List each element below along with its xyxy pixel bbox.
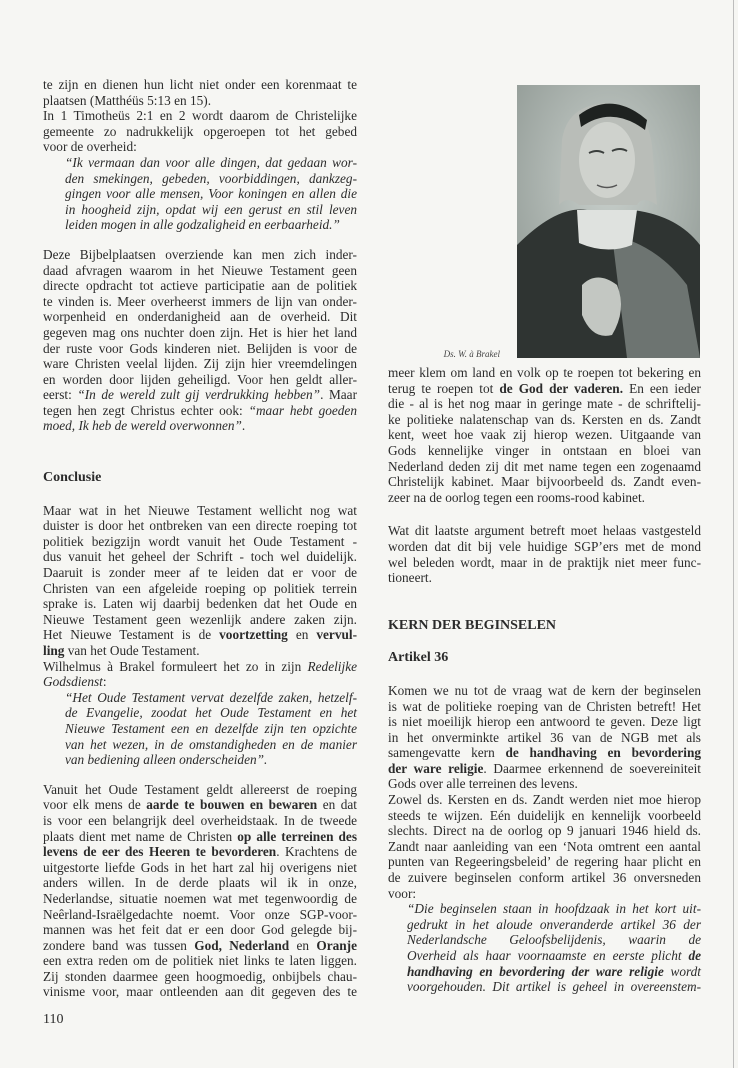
bold-text: handhaving en bevordering der ware religie [407,963,664,979]
left-column [43,77,357,1000]
text-line: gingen voor alle mensen, Voor koningen en allen die [65,186,357,202]
paragraph [388,523,701,585]
text-line: Maar wat in het Nieuwe Testament wellicht nog wat [43,502,357,518]
text-run: van het Oude Testament. [64,643,200,658]
text-line: steeds te wijzen. Eén duidelijk en kennelijk voorbeeld [388,807,701,823]
text-run: : [102,674,107,690]
text-line: in hoogheid zijn, opdat wij een gerust en stil leven [65,201,357,217]
text-run: zondere band was tussen [43,937,195,953]
text-line: van het wezen, in de omstandigheden en de manier [65,736,357,752]
bold-text: op alle terreinen des [237,828,358,844]
text-line: leiden mogen in alle godzaligheid en eerbaarheid.” [65,217,340,233]
text-line [43,643,357,659]
paragraph [43,108,357,155]
text-line [43,844,357,860]
text-run: En een ieder [623,380,701,396]
text-line: zeer na de oorlog tegen een rooms-rood kabinet. [388,489,645,505]
text-line: Vanuit het Oude Testament geldt allereerst de roeping [43,781,357,797]
text-line [388,761,701,777]
bold-text: der ware religie [388,760,484,776]
text-line: “Het Oude Testament vervat dezelfde zaken, hetzelf- [65,689,357,705]
text-line: Nieuwe Testament geen wezenlijk andere zaken zijn. [43,611,357,627]
italic-text: moed, Ik heb de wereld overwonnen” [43,418,242,434]
text-line: directe opdracht tot actieve participatie aan de politiek [43,278,357,294]
bold-text: Oranje [316,937,358,953]
section-heading: Conclusie [43,470,102,486]
text-line [43,627,357,643]
text-line: dus vanuit het geheel der Schrift - toch wel duidelijk. [43,549,357,565]
text-line: gegeven mag ons nuchter doen zijn. Het is hier het land [43,324,357,340]
text-line [43,797,357,813]
paragraph [43,247,357,434]
text-run: Het Nieuwe Testament is de [43,627,220,643]
text-line [43,659,357,675]
text-line [43,674,357,690]
text-line [388,745,701,761]
scan-edge-line [733,0,734,1068]
text-run: samengevatte kern [388,745,506,761]
text-run: . Maar [320,387,357,403]
text-line: mannen was het feit dat er een door God gelegde bij- [43,922,357,938]
text-line: de zuivere beginselen conform artikel 36 onversneden [388,870,701,886]
text-line: Zij stonden daarmee geen hoogmoedig, onbijbels chau- [43,968,357,984]
paragraph [43,782,357,1000]
text-line: Nieuwe Testament een en dezelfde zijn ten opzichte [65,720,357,736]
text-line: “Ik vermaan dan voor alle dingen, dat gedaan wor- [65,154,357,170]
bold-text: ling [43,643,65,658]
text-line: “Die beginselen staan in hoofdzaak in het kort uit- [407,901,701,917]
text-line: gemeente zo nadrukkelijk opgeroepen tot het gebed [43,123,357,139]
text-line: ke politieke nalatenschap van ds. Kersten en ds. Zandt [388,411,701,427]
text-line: Gods kennelijke vinger in ontstaan en bloei van [388,442,701,458]
text-line: Nederlandsche Geloofsbelijdenis, waarin de [407,932,701,948]
block-quote [65,690,357,768]
portrait-image [517,85,700,358]
text-line: te zijn en dienen hun licht niet onder een korenmaat te [43,77,357,92]
text-line: voor de overheid: [43,139,137,155]
text-line [388,381,701,397]
text-line: anders willen. In de derde plaats wil ik in onze, [43,875,357,891]
bold-text: voortzetting [219,627,288,643]
text-line: te vinden is. Meer overheerst immers de lijn van onder- [43,293,357,309]
italic-text: “In de wereld zult gij verdrukking hebben” [77,387,321,403]
text-line: politiek bezigzijn wordt vanuit het Oude Testament - [43,533,357,549]
text-line: tioneert. [388,570,432,586]
text-run: terug te roepen tot [388,380,500,396]
figure-caption: Ds. W. à Brakel [443,349,500,359]
bold-text: de [688,948,701,963]
paragraph [43,77,357,108]
text-line: van bediening alleen onderscheiden”. [65,752,268,768]
text-line: plaatsen (Matthéüs 5:13 en 15). [43,92,212,108]
paragraph [388,792,701,901]
text-run: . Daarmee erkennend de soevereiniteit [483,760,701,776]
italic-text: Overheid als haar voornaamste en eerste plicht [407,948,689,963]
text-line [407,948,701,964]
bold-text: aarde te bouwen en bewaren [146,797,318,813]
paragraph [43,503,357,659]
text-line: is wat de politieke roeping van de Christen betreft! Het [388,698,701,714]
subsection-heading: Artikel 36 [388,650,449,666]
text-run: eerst: [43,387,78,403]
text-line: in het onverminkte artikel 36 van de NGB met als [388,729,701,745]
bold-text: vervul- [316,627,357,643]
text-line: meer klem om land en volk op te roepen tot bekering en [388,365,701,380]
bold-text: de handhaving en bevordering [505,745,702,761]
page-number: 110 [43,1012,64,1027]
block-quote [65,155,357,233]
text-line: ware Christen veelal lijden. Zij zijn hier vreemdelingen [43,356,357,372]
text-line: sprake is. Laten wij daarbij bedenken dat het Oude en [43,596,357,612]
text-line: Nederland deden zij dit met name tegen een zogenaamd [388,458,701,474]
text-line: den smekingen, gebeden, voorbiddingen, dankzeg- [65,170,357,186]
bold-text: levens de eer des Heeren te bevorderen [43,844,277,860]
block-quote [407,901,701,995]
text-run: en dat [317,797,357,813]
text-run: plaats dient met name de Christen [43,828,238,844]
text-line: wel beleden wordt, maar in de praktijk niet meer func- [388,554,701,570]
text-line: voorgehouden. Dit artikel is geheel in overeenstem- [407,979,701,995]
text-line: is niet moeilijk hierop een antwoord te geven. Deze ligt [388,714,701,730]
italic-text: Godsdienst [43,674,103,690]
text-line: een extra reden om de politiek niet links te laten liggen. [43,953,357,969]
text-line: Wat dit laatste argument betreft moet helaas vastgesteld [388,523,701,539]
text-line: die - al is het nog maar in geringe mate - de schriftelij- [388,396,701,412]
text-line: worden dat dit bij vele huidige SGP’ers met de mond [388,538,701,554]
text-line [43,387,357,403]
text-line [43,938,357,954]
text-line: uitgestorte liefde Gods in het hart zal hij overigens niet [43,859,357,875]
bold-text: de God der vaderen. [499,380,624,396]
text-line [43,403,357,419]
text-line: Daaruit is zonder meer af te leiden dat er voor de [43,565,357,581]
text-line: Zandt naar aanleiding van een ‘Nota omtrent een aantal [388,838,701,854]
text-run: Wilhelmus à Brakel formuleert het zo in zijn [43,658,308,674]
text-line [43,418,357,434]
text-line: voor: [388,885,417,901]
text-line: der ruste voor Gods kinderen niet. Belijden is voor de [43,340,357,356]
text-line: punten van Regeeringsbeleid’ de regering haar plicht en [388,854,701,870]
text-line: Deze Bijbelplaatsen overziende kan men zich inder- [43,246,357,262]
text-line: en worden door lijden geheiligd. Voor hen geldt aller- [43,371,357,387]
paragraph [43,659,357,690]
text-line: Christen van een afgeleide roeping op politiek terrein [43,580,357,596]
text-line [407,964,701,980]
text-run: en [289,937,317,953]
text-line: daad afvragen waarom in het Nieuwe Testament geen [43,262,357,278]
text-run: en [287,627,317,643]
text-run: tegen hen zegt Christus echter ook: [43,402,249,418]
text-line: Gods over alle terreinen des levens. [388,776,578,792]
section-heading: KERN DER BEGINSELEN [388,617,557,633]
text-line: gedrukt in het aloude onveranderde artikel 36 der [407,916,701,932]
text-run: voor elk mens de [43,797,147,813]
bold-text: God, Nederland [194,937,290,953]
italic-text: Redelijke [307,658,357,674]
text-line: Neêrland-Israëlgedachte noemt. Voor onze SGP-voor- [43,906,357,922]
text-line [43,829,357,845]
italic-text: “maar hebt goeden [248,402,357,418]
text-run: . [241,418,246,434]
text-line: Zowel ds. Kersten en ds. Zandt werden niet moe hierop [388,792,701,808]
text-line: duister is door het ontbreken van een directe roeping tot [43,518,357,534]
text-line: Christelijk kabinet. Maar bijvoorbeeld ds. Zandt even- [388,474,701,490]
italic-text: wordt [663,963,701,979]
text-line: is voor een belangrijk deel overheidstaak. In de tweede [43,812,357,828]
text-line: vinisme voor, maar ontleenden aan dit gegeven des te [43,984,357,1000]
text-line: Nederlandse, situatie noemen wat met tegenwoordig de [43,890,357,906]
text-line: In 1 Timotheüs 2:1 en 2 wordt daarom de Christelijke [43,108,357,124]
text-run: . Krachtens de [276,844,357,860]
text-line: kent, weet hoe vaak zij hierop wezen. Uitgaande van [388,427,701,443]
text-line: worpenheid en onderdanigheid aan de overheid. Dit [43,309,357,325]
right-column [388,365,701,995]
paragraph [388,365,701,505]
paragraph [388,683,701,792]
text-line: Komen we nu tot de vraag wat de kern der beginselen [388,682,701,698]
text-line: slechts. Direct na de oorlog op 9 januari 1946 hield ds. [388,823,701,839]
text-line: de Evangelie, zoodat het Oude Testament en het [65,705,357,721]
